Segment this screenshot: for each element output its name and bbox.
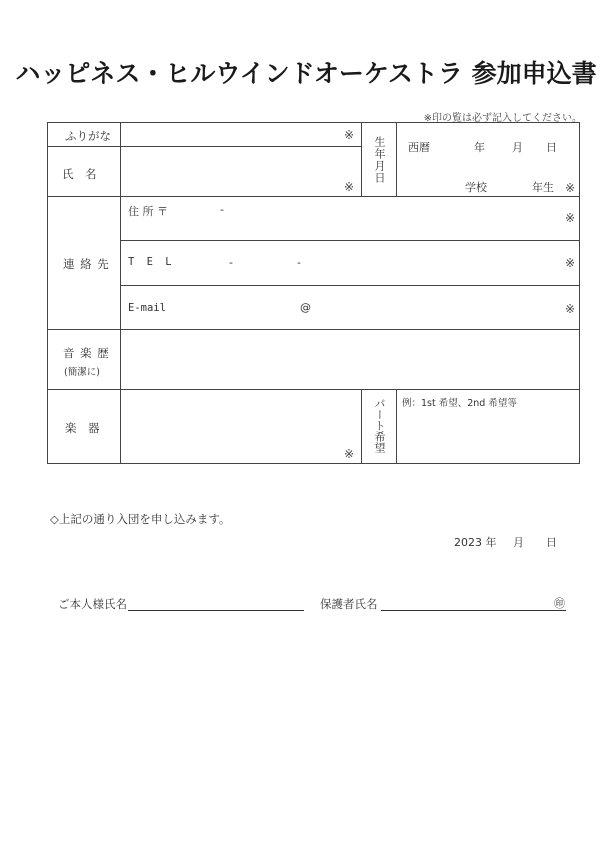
instrument-field[interactable] — [122, 391, 360, 462]
guardian-name-label: 保護者氏名 — [320, 597, 378, 611]
instrument-label: 楽 器 — [65, 421, 100, 435]
applicant-signature-line[interactable] — [128, 610, 304, 611]
school-label: 学校 — [465, 181, 487, 194]
date-day: 日 — [546, 536, 557, 549]
applicant-name-label: ご本人様氏名 — [58, 597, 127, 611]
guardian-signature-line[interactable] — [381, 610, 566, 611]
name-label: 氏 名 — [62, 167, 97, 181]
furigana-required-mark: ※ — [344, 128, 355, 142]
birth-label: 生年月日 — [373, 136, 386, 184]
email-required-mark: ※ — [565, 302, 576, 316]
birth-era-label: 西暦 — [408, 141, 430, 154]
music-history-sub: (簡潔に) — [64, 367, 100, 378]
seal-mark: ㊞ — [554, 597, 565, 610]
furigana-label: ふりがな — [65, 129, 111, 143]
music-history-label: 音 楽 歴 — [63, 346, 110, 360]
birth-required-mark: ※ — [565, 181, 576, 195]
address-dash: - — [220, 203, 224, 216]
birth-month-unit: 月 — [512, 141, 523, 154]
tel-required-mark: ※ — [565, 256, 576, 270]
tel-field[interactable] — [122, 242, 578, 284]
email-field[interactable] — [122, 287, 578, 328]
part-example: 例：1st 希望、2nd 希望等 — [402, 398, 517, 409]
birth-year-unit: 年 — [474, 141, 485, 154]
email-at-sign: @ — [300, 301, 311, 314]
part-label: パート希望 — [373, 398, 386, 453]
tel-label: T E L — [128, 256, 175, 268]
grade-label: 年生 — [532, 181, 554, 194]
contact-label: 連 絡 先 — [63, 257, 110, 271]
address-field[interactable] — [122, 198, 578, 239]
page-title: ハッピネス・ヒルウインドオーケストラ 参加申込書 — [15, 59, 597, 88]
music-history-field[interactable] — [122, 331, 578, 388]
address-label: 住 所 〒 — [128, 205, 168, 218]
declaration-text: ◇上記の通り入団を申し込みます。 — [50, 512, 231, 526]
required-note: ※印の覧は必ず記入してください。 — [423, 113, 582, 124]
furigana-field[interactable] — [122, 124, 360, 145]
birth-day-unit: 日 — [546, 141, 557, 154]
address-required-mark: ※ — [565, 211, 576, 225]
name-required-mark: ※ — [344, 180, 355, 194]
email-label: E-mail — [128, 302, 166, 314]
name-field[interactable] — [122, 148, 360, 195]
instrument-required-mark: ※ — [344, 447, 355, 461]
tel-dash-2: - — [297, 256, 301, 269]
date-year: 2023 年 — [454, 536, 497, 549]
tel-dash-1: - — [229, 256, 233, 269]
date-month: 月 — [513, 536, 524, 549]
